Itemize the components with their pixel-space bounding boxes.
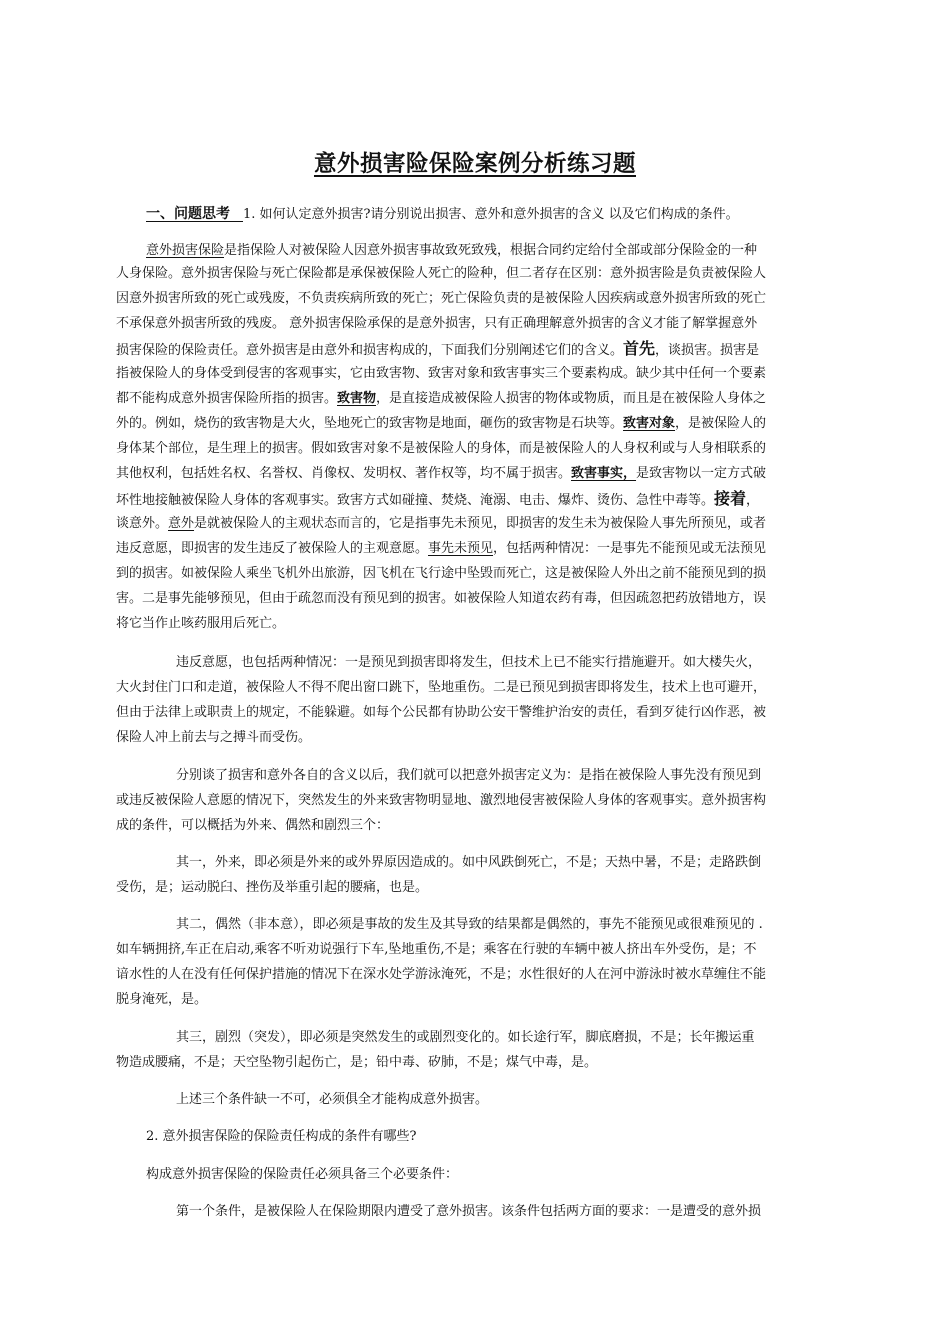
emphasis-first: 首先 (623, 339, 656, 358)
paragraph-line: 或违反被保险人意愿的情况下，突然发生的外来致害物明显地、激烈地侵害被保险人身体的客观事实。意外损害构 (116, 793, 767, 808)
paragraph-line: 违反意愿，即损害的发生违反了被保险人的主观意愿。事先未预见，包括两种情况：一是事先不能预见或无法预见 (116, 541, 767, 556)
paragraph-line: 害。二是事先能够预见，但由于疏忽而没有预见到的损害。如被保险人知道农药有毒，但因疏忽把药放错地方，误 (116, 591, 767, 606)
paragraph-line: 其他权利，包括姓名权、名誉权、肖像权、发明权、著作权等，均不属于损害。致害事实，是致害物以一定方式破 (116, 466, 767, 481)
term-accident: 意外 (168, 516, 195, 531)
section-heading-line (146, 205, 866, 224)
paragraph-line: 将它当作止咳药服用后死亡。 (116, 616, 286, 631)
paragraph-line: 其一，外来，即必须是外来的或外界原因造成的。如中风跌倒死亡，不是；天热中暑，不是；走路跌倒 (176, 855, 762, 870)
question-1: 1. 如何认定意外损害?请分别说出损害、意外和意外损害的含义 以及它们构成的条件。 (243, 207, 739, 222)
paragraph-line: 外的。例如，烧伤的致害物是大火，坠地死亡的致害物是地面，砸伤的致害物是石块等。致害对象，是被保险人的 (116, 416, 767, 431)
paragraph-line: 指被保险人的身体受到侵害的客观事实，它由致害物、致害对象和致害事实三个要素构成。缺少其中任何一个要素 (116, 366, 767, 381)
paragraph-line: 谈意外。意外是就被保险人的主观状态而言的，它是指事先未预见，即损害的发生未为被保险人事先所预见，或者 (116, 516, 767, 531)
section-heading: 一、问题思考 (146, 206, 230, 222)
paragraph-line: 第一个条件，是被保险人在保险期限内遭受了意外损害。该条件包括两方面的要求：一是遭受的意外损 (176, 1204, 762, 1219)
paragraph-line: 上述三个条件缺一不可，必须俱全才能构成意外损害。 (176, 1092, 489, 1107)
paragraph-line: 违反意愿，也包括两种情况：一是预见到损害即将发生，但技术上已不能实行措施避开。如大楼失火， (176, 655, 762, 670)
paragraph-line: 脱身淹死，是。 (116, 992, 208, 1007)
term-accident-insurance: 意外损害保险 (146, 243, 225, 258)
paragraph-line: 如车辆拥挤,车正在启动,乘客不听劝说强行下车,坠地重伤,不是；乘客在行驶的车辆中被人挤出车外受伤，是；不 (116, 942, 757, 957)
paragraph-line: 构成意外损害保险的保险责任必须具备三个必要条件： (146, 1167, 459, 1182)
term-harm-object: 致害物 (337, 391, 377, 406)
question-2: 2. 意外损害保险的保险责任构成的条件有哪些? (146, 1129, 417, 1144)
paragraph-line: 谙水性的人在没有任何保护措施的情况下在深水处学游泳淹死，不是；水性很好的人在河中游泳时被水草缠住不能 (116, 967, 767, 982)
emphasis-next: 接着 (714, 489, 747, 508)
paragraph-line: 意外损害保险是指保险人对被保险人因意外损害事故致死致残，根据合同约定给付全部或部分保险金的一种 (146, 243, 758, 258)
paragraph-line: 到的损害。如被保险人乘坐飞机外出旅游，因飞机在飞行途中坠毁而死亡，这是被保险人外出之前不能预见到的损 (116, 566, 767, 581)
paragraph-line: 受伤，是；运动脱臼、挫伤及举重引起的腰痛，也是。 (116, 880, 429, 895)
paragraph-line: 其二，偶然（非本意），即必须是事故的发生及其导致的结果都是偶然的，事先不能预见或很难预见的 . (176, 917, 763, 932)
term-harm-target: 致害对象 (623, 416, 676, 431)
page-title: 意外损害险保险案例分析练习题 (313, 151, 636, 177)
paragraph-line: 成的条件，可以概括为外来、偶然和剧烈三个： (116, 818, 390, 833)
paragraph-line: 分别谈了损害和意外各自的含义以后，我们就可以把意外损害定义为：是指在被保险人事先没有预见到 (176, 768, 762, 783)
paragraph-line: 人身保险。意外损害保险与死亡保险都是承保被保险人死亡的险种，但二者存在区别：意外损害险是负责被保险人 (116, 266, 767, 281)
paragraph-line: 因意外损害所致的死亡或残废，不负责疾病所致的死亡；死亡保险负责的是被保险人因疾病或意外损害所致的死亡 (116, 291, 767, 306)
paragraph-line: 损害保险的保险责任。意外损害是由意外和损害构成的，下面我们分别阐述它们的含义。首先，谈损害。损害是 (116, 339, 760, 358)
paragraph-line: 保险人冲上前去与之搏斗而受伤。 (116, 730, 312, 745)
term-unforeseen: 事先未预见 (428, 541, 494, 556)
term-harm-fact: 致害事实， (571, 466, 637, 481)
paragraph-line: 都不能构成意外损害保险所指的损害。致害物，是直接造成被保险人损害的物体或物质，而且是在被保险人身体之 (116, 391, 767, 406)
paragraph-line: 身体某个部位，是生理上的损害。假如致害对象不是被保险人的身体，而是被保险人的人身权利或与人身相联系的 (116, 441, 767, 456)
paragraph-line: 其三，剧烈（突发），即必须是突然发生的或剧烈变化的。如长途行军，脚底磨损，不是；长年搬运重 (176, 1030, 755, 1045)
paragraph-line: 大火封住门口和走道，被保险人不得不爬出窗口跳下，坠地重伤。二是已预见到损害即将发生，技术上也可避开， (116, 680, 767, 695)
paragraph-line: 但由于法律上或职责上的规定，不能躲避。如每个公民都有协助公安干警维护治安的责任，看到歹徒行凶作恶，被 (116, 705, 767, 720)
paragraph-line: 物造成腰痛，不是；天空坠物引起伤亡，是；铅中毒、矽肺，不是；煤气中毒，是。 (116, 1055, 598, 1070)
paragraph-line: 坏性地接触被保险人身体的客观事实。致害方式如碰撞、焚烧、淹溺、电击、爆炸、烫伤、急性中毒等。接着， (116, 489, 760, 508)
paragraph-line: 不承保意外损害所致的残废。 意外损害保险承保的是意外损害，只有正确理解意外损害的含义才能了解掌握意外 (116, 316, 758, 331)
